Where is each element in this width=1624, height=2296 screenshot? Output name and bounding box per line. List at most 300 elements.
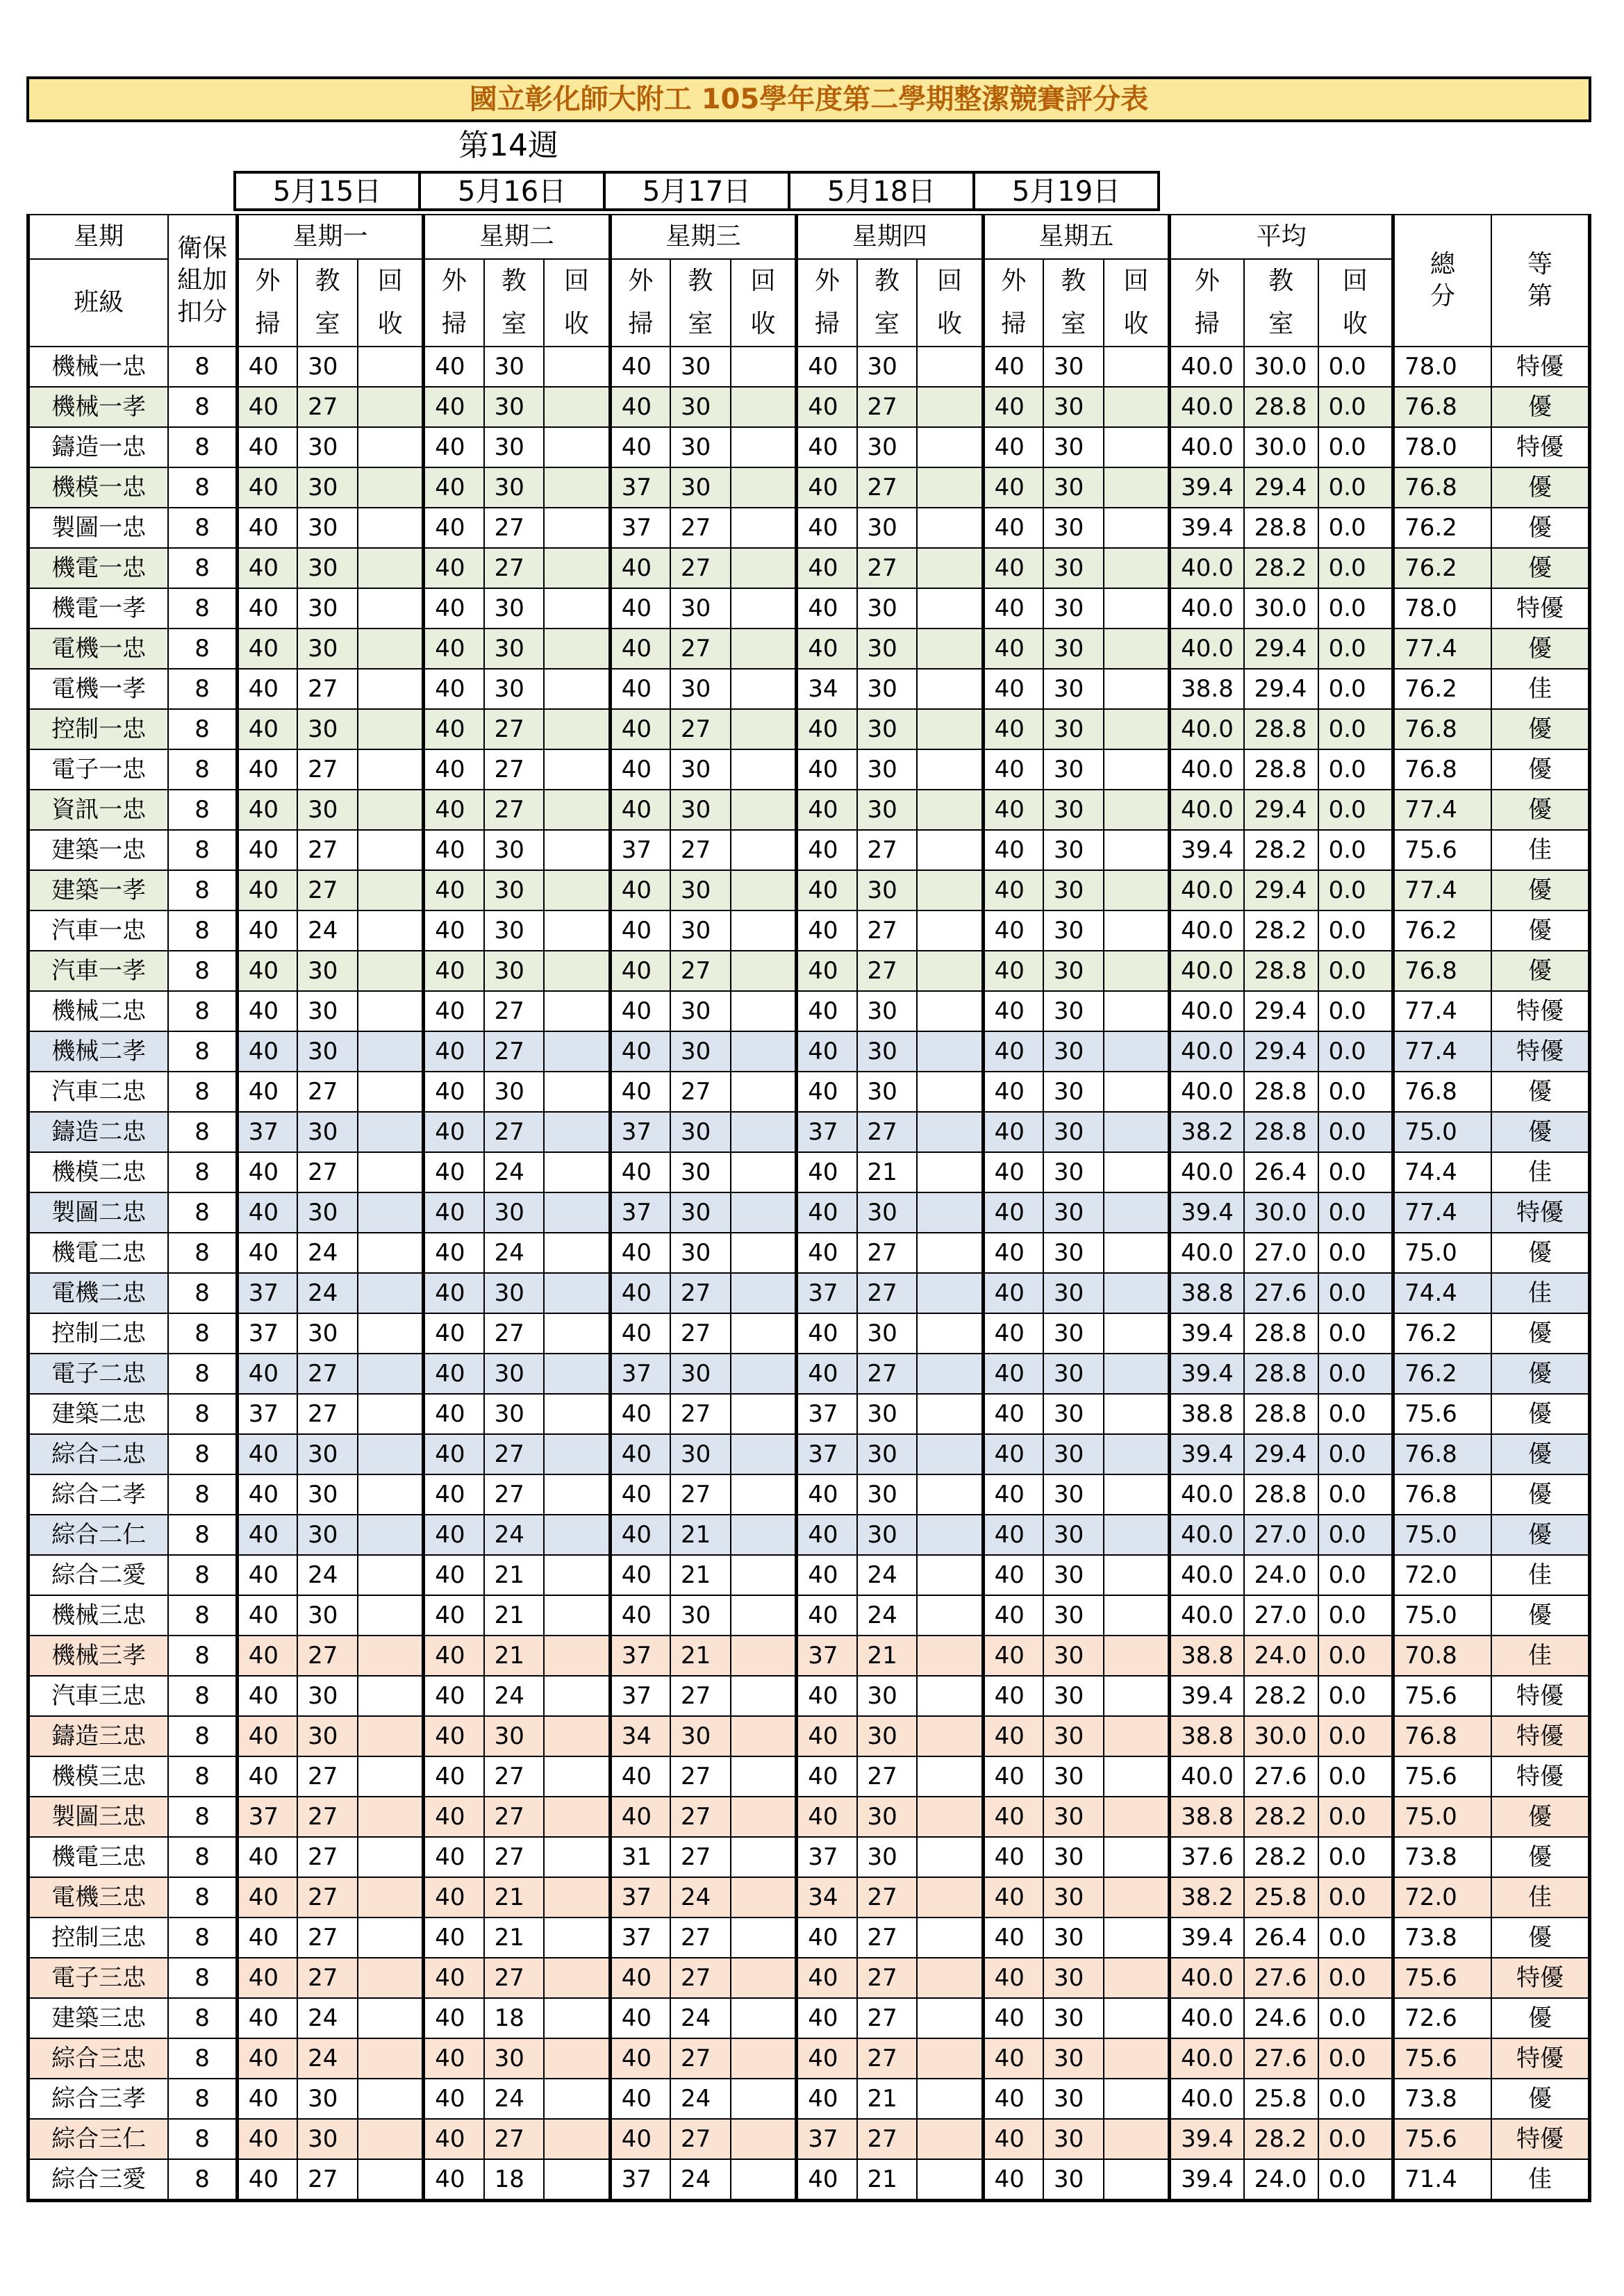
class-name-cell: 機模二忠 (28, 1152, 169, 1192)
table-row (28, 1192, 1590, 1233)
day-1-classroom-cell: 30 (297, 1474, 358, 1515)
day-4-recycle-cell (917, 1918, 983, 1958)
day-5-classroom-cell: 30 (1043, 1434, 1104, 1474)
sub-header-recycle-top: 回 (1318, 259, 1393, 303)
average-outdoor-cell: 40.0 (1170, 347, 1244, 387)
grade-cell: 特優 (1491, 2119, 1590, 2159)
table-row (28, 1595, 1590, 1636)
total-cell: 72.0 (1393, 1555, 1491, 1595)
day-2-outdoor-cell: 40 (424, 1434, 484, 1474)
day-2-recycle-cell (544, 1676, 610, 1716)
total-cell: 70.8 (1393, 1636, 1491, 1676)
day-3-recycle-cell (731, 1354, 797, 1394)
day-4-recycle-cell (917, 1434, 983, 1474)
day-4-outdoor-cell: 40 (797, 347, 857, 387)
day-2-classroom-cell: 30 (484, 588, 545, 629)
day-3-outdoor-cell: 40 (610, 1434, 670, 1474)
day-3-classroom-cell: 27 (670, 1072, 731, 1112)
day-5-classroom-cell: 30 (1043, 1474, 1104, 1515)
total-cell: 75.0 (1393, 1233, 1491, 1273)
grade-cell: 優 (1491, 1515, 1590, 1555)
grade-cell: 優 (1491, 387, 1590, 427)
day-3-classroom-cell: 27 (670, 1797, 731, 1837)
table-row (28, 1716, 1590, 1756)
average-recycle-cell: 0.0 (1318, 629, 1393, 669)
deduct-cell: 8 (168, 588, 237, 629)
day-4-outdoor-cell: 40 (797, 2079, 857, 2119)
day-5-classroom-cell: 30 (1043, 427, 1104, 467)
day-3-recycle-cell (731, 2159, 797, 2201)
class-name-cell: 電子二忠 (28, 1354, 169, 1394)
day-5-classroom-cell: 30 (1043, 508, 1104, 548)
weekday-thu: 星期四 (797, 215, 983, 259)
day-4-recycle-cell (917, 669, 983, 709)
average-classroom-cell: 27.6 (1244, 2038, 1318, 2079)
total-cell: 76.8 (1393, 951, 1491, 991)
sub-header-recycle-top: 回 (544, 259, 610, 303)
day-1-outdoor-cell: 40 (237, 1595, 297, 1636)
day-2-outdoor-cell: 40 (424, 1676, 484, 1716)
day-2-recycle-cell (544, 1072, 610, 1112)
average-classroom-cell: 27.0 (1244, 1233, 1318, 1273)
day-1-recycle-cell (358, 427, 424, 467)
day-5-outdoor-cell: 40 (983, 1192, 1043, 1233)
day-2-outdoor-cell: 40 (424, 1716, 484, 1756)
day-5-recycle-cell (1104, 2038, 1170, 2079)
day-4-classroom-cell: 27 (857, 548, 918, 588)
day-5-recycle-cell (1104, 1072, 1170, 1112)
day-2-classroom-cell: 30 (484, 910, 545, 951)
average-classroom-cell: 28.8 (1244, 1354, 1318, 1394)
average-classroom-cell: 25.8 (1244, 1877, 1318, 1918)
sub-header-outdoor-top: 外 (237, 259, 297, 303)
day-3-classroom-cell: 30 (670, 1152, 731, 1192)
day-2-classroom-cell: 30 (484, 1273, 545, 1313)
average-recycle-cell: 0.0 (1318, 1877, 1393, 1918)
day-3-recycle-cell (731, 1998, 797, 2038)
total-cell: 76.8 (1393, 709, 1491, 749)
average-classroom-cell: 26.4 (1244, 1152, 1318, 1192)
class-name-cell: 建築三忠 (28, 1998, 169, 2038)
day-4-outdoor-cell: 40 (797, 508, 857, 548)
average-classroom-cell: 24.0 (1244, 1636, 1318, 1676)
day-1-classroom-cell: 27 (297, 749, 358, 790)
average-classroom-cell: 28.2 (1244, 1837, 1318, 1877)
day-3-outdoor-cell: 37 (610, 508, 670, 548)
day-3-classroom-cell: 30 (670, 387, 731, 427)
day-5-outdoor-cell: 40 (983, 1313, 1043, 1354)
day-4-outdoor-cell: 40 (797, 2038, 857, 2079)
day-4-classroom-cell: 24 (857, 1595, 918, 1636)
sub-header-recycle-bottom: 收 (544, 303, 610, 347)
day-2-outdoor-cell: 40 (424, 1192, 484, 1233)
day-4-outdoor-cell: 40 (797, 991, 857, 1031)
deduct-cell: 8 (168, 830, 237, 870)
day-3-outdoor-cell: 40 (610, 951, 670, 991)
day-2-outdoor-cell: 40 (424, 669, 484, 709)
day-5-outdoor-cell: 40 (983, 1918, 1043, 1958)
day-2-recycle-cell (544, 1152, 610, 1192)
day-4-outdoor-cell: 40 (797, 1233, 857, 1273)
day-1-outdoor-cell: 40 (237, 1756, 297, 1797)
day-4-classroom-cell: 21 (857, 2159, 918, 2201)
sub-header-classroom-top: 教 (857, 259, 918, 303)
average-recycle-cell: 0.0 (1318, 749, 1393, 790)
day-3-recycle-cell (731, 2079, 797, 2119)
grade-cell: 優 (1491, 1998, 1590, 2038)
day-4-recycle-cell (917, 1756, 983, 1797)
day-3-outdoor-cell: 40 (610, 1998, 670, 2038)
day-2-outdoor-cell: 40 (424, 1515, 484, 1555)
day-4-classroom-cell: 27 (857, 1998, 918, 2038)
day-3-classroom-cell: 30 (670, 669, 731, 709)
average-outdoor-cell: 40.0 (1170, 387, 1244, 427)
day-2-outdoor-cell: 40 (424, 870, 484, 910)
average-outdoor-cell: 39.4 (1170, 2159, 1244, 2201)
day-3-classroom-cell: 30 (670, 347, 731, 387)
day-2-outdoor-cell: 40 (424, 427, 484, 467)
class-name-cell: 控制三忠 (28, 1918, 169, 1958)
day-2-recycle-cell (544, 1394, 610, 1434)
day-1-classroom-cell: 30 (297, 2079, 358, 2119)
deduct-cell: 8 (168, 709, 237, 749)
average-recycle-cell: 0.0 (1318, 1958, 1393, 1998)
day-2-outdoor-cell: 40 (424, 830, 484, 870)
day-4-outdoor-cell: 40 (797, 1595, 857, 1636)
day-4-outdoor-cell: 40 (797, 790, 857, 830)
average-outdoor-cell: 40.0 (1170, 1474, 1244, 1515)
day-1-recycle-cell (358, 1918, 424, 1958)
day-1-outdoor-cell: 40 (237, 910, 297, 951)
average-recycle-cell: 0.0 (1318, 991, 1393, 1031)
day-4-classroom-cell: 30 (857, 427, 918, 467)
average-classroom-cell: 30.0 (1244, 588, 1318, 629)
day-3-recycle-cell (731, 1877, 797, 1918)
day-4-classroom-cell: 30 (857, 347, 918, 387)
day-4-recycle-cell (917, 1555, 983, 1595)
total-cell: 75.0 (1393, 1112, 1491, 1152)
deduct-header (168, 215, 237, 347)
day-2-classroom-cell: 24 (484, 1676, 545, 1716)
day-2-outdoor-cell: 40 (424, 347, 484, 387)
sub-header-outdoor-bottom: 掃 (1170, 303, 1244, 347)
average-recycle-cell: 0.0 (1318, 910, 1393, 951)
day-4-outdoor-cell: 37 (797, 1636, 857, 1676)
day-4-classroom-cell: 27 (857, 1918, 918, 1958)
day-2-classroom-cell: 30 (484, 1192, 545, 1233)
day-4-outdoor-cell: 40 (797, 1756, 857, 1797)
day-2-classroom-cell: 27 (484, 1797, 545, 1837)
grade-cell: 佳 (1491, 830, 1590, 870)
deduct-cell: 8 (168, 1595, 237, 1636)
day-5-outdoor-cell: 40 (983, 1152, 1043, 1192)
day-2-outdoor-cell: 40 (424, 588, 484, 629)
day-5-outdoor-cell: 40 (983, 1474, 1043, 1515)
day-3-outdoor-cell: 40 (610, 991, 670, 1031)
day-1-recycle-cell (358, 1716, 424, 1756)
grade-cell: 優 (1491, 1354, 1590, 1394)
day-4-classroom-cell: 30 (857, 1837, 918, 1877)
day-4-outdoor-cell: 40 (797, 1474, 857, 1515)
average-classroom-cell: 28.8 (1244, 1474, 1318, 1515)
average-classroom-cell: 29.4 (1244, 629, 1318, 669)
day-1-outdoor-cell: 40 (237, 749, 297, 790)
day-1-outdoor-cell: 40 (237, 951, 297, 991)
day-5-classroom-cell: 30 (1043, 1998, 1104, 2038)
day-1-recycle-cell (358, 387, 424, 427)
deduct-cell: 8 (168, 1474, 237, 1515)
day-1-outdoor-cell: 40 (237, 588, 297, 629)
day-4-outdoor-cell: 40 (797, 1313, 857, 1354)
day-1-recycle-cell (358, 1676, 424, 1716)
grade-cell: 優 (1491, 1072, 1590, 1112)
day-2-recycle-cell (544, 991, 610, 1031)
day-5-recycle-cell (1104, 1958, 1170, 1998)
day-1-recycle-cell (358, 1112, 424, 1152)
day-4-recycle-cell (917, 1031, 983, 1072)
day-5-outdoor-cell: 40 (983, 951, 1043, 991)
average-outdoor-cell: 40.0 (1170, 951, 1244, 991)
day-4-classroom-cell: 27 (857, 467, 918, 508)
day-3-outdoor-cell: 37 (610, 1636, 670, 1676)
day-2-outdoor-cell: 40 (424, 548, 484, 588)
average-classroom-cell: 27.6 (1244, 1273, 1318, 1313)
total-cell: 78.0 (1393, 347, 1491, 387)
day-5-outdoor-cell: 40 (983, 588, 1043, 629)
average-recycle-cell: 0.0 (1318, 1072, 1393, 1112)
day-5-outdoor-cell: 40 (983, 467, 1043, 508)
day-1-classroom-cell: 30 (297, 467, 358, 508)
day-2-recycle-cell (544, 387, 610, 427)
day-5-recycle-cell (1104, 870, 1170, 910)
day-4-outdoor-cell: 40 (797, 749, 857, 790)
grade-cell: 優 (1491, 749, 1590, 790)
day-3-outdoor-cell: 37 (610, 830, 670, 870)
class-name-cell: 鑄造二忠 (28, 1112, 169, 1152)
day-3-outdoor-cell: 40 (610, 1313, 670, 1354)
day-4-recycle-cell (917, 830, 983, 870)
average-classroom-cell: 28.8 (1244, 1072, 1318, 1112)
total-cell: 72.6 (1393, 1998, 1491, 2038)
day-4-recycle-cell (917, 1636, 983, 1676)
day-2-classroom-cell: 30 (484, 629, 545, 669)
day-2-outdoor-cell: 40 (424, 1998, 484, 2038)
day-4-outdoor-cell: 40 (797, 1072, 857, 1112)
day-4-recycle-cell (917, 347, 983, 387)
table-row (28, 1958, 1590, 1998)
day-5-classroom-cell: 30 (1043, 588, 1104, 629)
day-4-classroom-cell: 21 (857, 2079, 918, 2119)
day-1-outdoor-cell: 40 (237, 2079, 297, 2119)
day-5-recycle-cell (1104, 1273, 1170, 1313)
day-3-outdoor-cell: 40 (610, 1595, 670, 1636)
average-recycle-cell: 0.0 (1318, 1273, 1393, 1313)
deduct-cell: 8 (168, 1434, 237, 1474)
average-recycle-cell: 0.0 (1318, 387, 1393, 427)
date-fri: 5月19日 (972, 171, 1160, 211)
day-5-outdoor-cell: 40 (983, 1797, 1043, 1837)
day-2-classroom-cell: 21 (484, 1636, 545, 1676)
table-row (28, 1515, 1590, 1555)
day-2-classroom-cell: 30 (484, 1394, 545, 1434)
day-4-recycle-cell (917, 1877, 983, 1918)
day-2-recycle-cell (544, 548, 610, 588)
deduct-header-line2: 組加 (177, 266, 228, 294)
day-2-outdoor-cell: 40 (424, 790, 484, 830)
day-1-classroom-cell: 27 (297, 1756, 358, 1797)
day-1-classroom-cell: 27 (297, 1394, 358, 1434)
average-classroom-cell: 28.2 (1244, 830, 1318, 870)
deduct-cell: 8 (168, 1837, 237, 1877)
day-3-recycle-cell (731, 1797, 797, 1837)
day-3-classroom-cell: 30 (670, 749, 731, 790)
day-4-outdoor-cell: 40 (797, 1192, 857, 1233)
day-5-recycle-cell (1104, 1595, 1170, 1636)
day-4-outdoor-cell: 40 (797, 427, 857, 467)
day-1-recycle-cell (358, 749, 424, 790)
average-recycle-cell: 0.0 (1318, 2159, 1393, 2201)
day-3-outdoor-cell: 40 (610, 1756, 670, 1797)
day-2-recycle-cell (544, 467, 610, 508)
day-2-recycle-cell (544, 951, 610, 991)
average-outdoor-cell: 39.4 (1170, 2119, 1244, 2159)
day-1-classroom-cell: 30 (297, 1716, 358, 1756)
day-3-classroom-cell: 27 (670, 830, 731, 870)
class-name-cell: 機模一忠 (28, 467, 169, 508)
day-4-recycle-cell (917, 790, 983, 830)
day-1-outdoor-cell: 40 (237, 1072, 297, 1112)
class-header: 班級 (28, 259, 169, 347)
table-row (28, 467, 1590, 508)
day-3-classroom-cell: 27 (670, 1958, 731, 1998)
day-5-recycle-cell (1104, 910, 1170, 951)
day-4-recycle-cell (917, 2038, 983, 2079)
deduct-cell: 8 (168, 1797, 237, 1837)
average-recycle-cell: 0.0 (1318, 347, 1393, 387)
day-5-outdoor-cell: 40 (983, 1756, 1043, 1797)
average-recycle-cell: 0.0 (1318, 508, 1393, 548)
average-outdoor-cell: 38.8 (1170, 1273, 1244, 1313)
day-2-outdoor-cell: 40 (424, 1595, 484, 1636)
day-3-classroom-cell: 27 (670, 709, 731, 749)
day-1-recycle-cell (358, 508, 424, 548)
day-5-recycle-cell (1104, 991, 1170, 1031)
day-4-outdoor-cell: 40 (797, 1716, 857, 1756)
weekday-tue: 星期二 (424, 215, 610, 259)
day-5-recycle-cell (1104, 709, 1170, 749)
day-1-classroom-cell: 30 (297, 1515, 358, 1555)
average-recycle-cell: 0.0 (1318, 669, 1393, 709)
table-row (28, 1313, 1590, 1354)
grade-cell: 優 (1491, 709, 1590, 749)
grade-cell: 優 (1491, 1394, 1590, 1434)
day-5-classroom-cell: 30 (1043, 1918, 1104, 1958)
day-2-classroom-cell: 27 (484, 1313, 545, 1354)
deduct-cell: 8 (168, 1958, 237, 1998)
average-outdoor-cell: 40.0 (1170, 1031, 1244, 1072)
day-1-classroom-cell: 30 (297, 1595, 358, 1636)
day-4-recycle-cell (917, 1313, 983, 1354)
day-1-outdoor-cell: 40 (237, 467, 297, 508)
day-2-outdoor-cell: 40 (424, 1555, 484, 1595)
day-1-outdoor-cell: 40 (237, 1918, 297, 1958)
day-5-outdoor-cell: 40 (983, 2038, 1043, 2079)
total-cell: 76.8 (1393, 387, 1491, 427)
day-1-classroom-cell: 27 (297, 2159, 358, 2201)
day-1-classroom-cell: 24 (297, 2038, 358, 2079)
day-2-recycle-cell (544, 830, 610, 870)
day-5-outdoor-cell: 40 (983, 347, 1043, 387)
day-2-outdoor-cell: 40 (424, 1877, 484, 1918)
day-1-classroom-cell: 30 (297, 790, 358, 830)
table-row (28, 1354, 1590, 1394)
day-5-classroom-cell: 30 (1043, 1555, 1104, 1595)
day-5-classroom-cell: 30 (1043, 1877, 1104, 1918)
day-1-recycle-cell (358, 1233, 424, 1273)
day-4-recycle-cell (917, 1233, 983, 1273)
day-5-classroom-cell: 30 (1043, 2038, 1104, 2079)
day-2-classroom-cell: 30 (484, 427, 545, 467)
grade-cell: 特優 (1491, 1716, 1590, 1756)
grade-cell: 優 (1491, 1474, 1590, 1515)
day-3-classroom-cell: 30 (670, 1112, 731, 1152)
day-3-recycle-cell (731, 1918, 797, 1958)
day-3-outdoor-cell: 40 (610, 749, 670, 790)
day-4-classroom-cell: 27 (857, 387, 918, 427)
average-classroom-cell: 28.2 (1244, 2119, 1318, 2159)
total-cell: 75.0 (1393, 1595, 1491, 1636)
day-1-recycle-cell (358, 1998, 424, 2038)
day-1-recycle-cell (358, 1756, 424, 1797)
day-2-recycle-cell (544, 910, 610, 951)
day-5-outdoor-cell: 40 (983, 1434, 1043, 1474)
total-cell: 75.0 (1393, 1515, 1491, 1555)
total-cell: 78.0 (1393, 427, 1491, 467)
day-4-classroom-cell: 30 (857, 1394, 918, 1434)
day-1-recycle-cell (358, 1877, 424, 1918)
day-5-outdoor-cell: 40 (983, 387, 1043, 427)
day-3-recycle-cell (731, 910, 797, 951)
deduct-header-line1: 衛保 (177, 234, 228, 263)
table-row (28, 669, 1590, 709)
day-1-recycle-cell (358, 910, 424, 951)
day-2-classroom-cell: 21 (484, 1595, 545, 1636)
average-recycle-cell: 0.0 (1318, 709, 1393, 749)
day-2-recycle-cell (544, 508, 610, 548)
day-3-outdoor-cell: 40 (610, 1152, 670, 1192)
average-recycle-cell: 0.0 (1318, 1555, 1393, 1595)
day-2-recycle-cell (544, 1515, 610, 1555)
day-3-outdoor-cell: 40 (610, 1031, 670, 1072)
day-4-classroom-cell: 30 (857, 709, 918, 749)
average-classroom-cell: 27.0 (1244, 1595, 1318, 1636)
day-5-classroom-cell: 30 (1043, 1192, 1104, 1233)
day-5-classroom-cell: 30 (1043, 2079, 1104, 2119)
day-2-outdoor-cell: 40 (424, 1233, 484, 1273)
day-3-outdoor-cell: 40 (610, 2079, 670, 2119)
day-3-recycle-cell (731, 427, 797, 467)
table-row (28, 951, 1590, 991)
day-5-recycle-cell (1104, 2119, 1170, 2159)
deduct-cell: 8 (168, 548, 237, 588)
grade-cell: 佳 (1491, 2159, 1590, 2201)
day-2-outdoor-cell: 40 (424, 1152, 484, 1192)
deduct-cell: 8 (168, 1031, 237, 1072)
day-4-outdoor-cell: 37 (797, 1837, 857, 1877)
day-1-recycle-cell (358, 1394, 424, 1434)
day-1-outdoor-cell: 40 (237, 1152, 297, 1192)
grade-cell: 特優 (1491, 991, 1590, 1031)
